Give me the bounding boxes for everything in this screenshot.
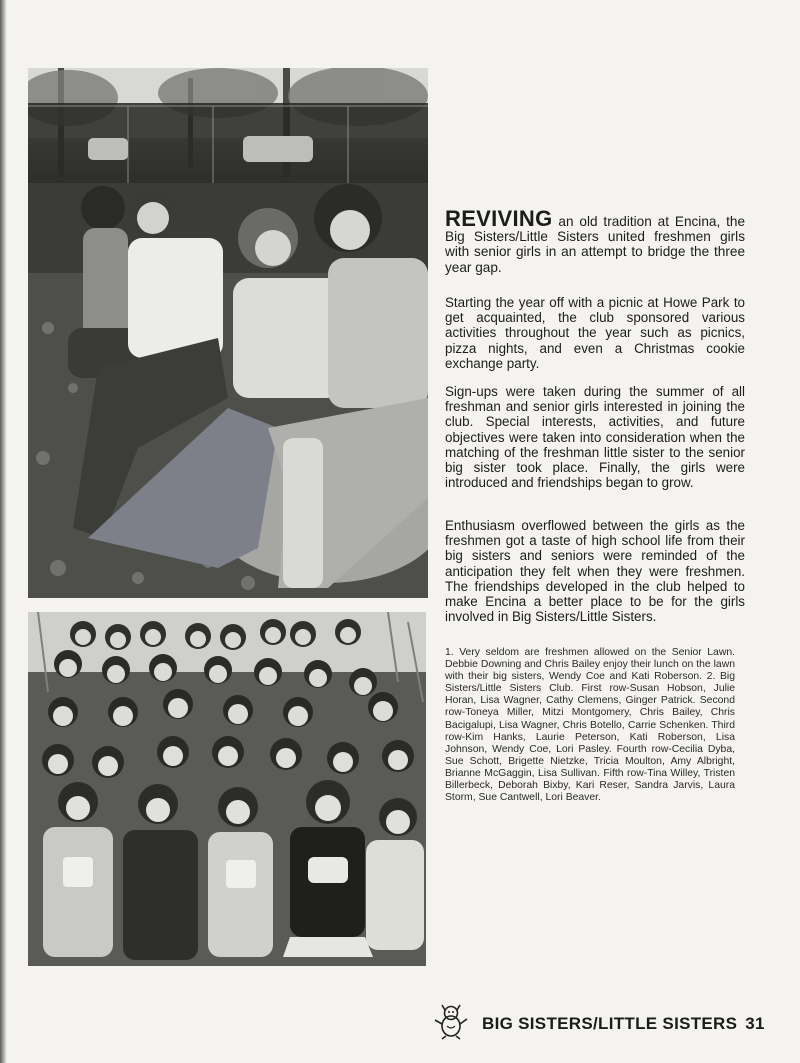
page-footer bbox=[432, 1002, 772, 1042]
page-number: 31 bbox=[745, 1014, 765, 1033]
photo-girls-on-lawn bbox=[28, 68, 428, 598]
lead-word: REVIVING bbox=[445, 206, 553, 231]
article-paragraph-3: Enthusiasm overflowed between the girls as the freshmen got a taste of high school life from their big sisters and seniors were reminded of the anticipation they felt when they were freshmen. The friendships developed in the club helped to make Encina a better place to be for the girls involved in Big Sisters/Little Sisters. bbox=[445, 518, 745, 625]
photo-caption: 1. Very seldom are freshmen allowed on the Senior Lawn. Debbie Downing and Chris Bailey enjoy their lunch on the lawn with their big sisters, Wendy Coe and Kati Roberson. 2. Big Sisters/Little Sisters Club. First row-Susan Hobson, Julie Horan, Lisa Wagner, Cathy Clemens, Ginger Patrick. Second row-Toneya Miller, Mitzi Montgomery, Chris Bailey, Chris Bacigalupi, Lisa Wagner, Chris Botello, Carrie Schenken. Third row-Kim Hanks, Laurie Peterson, Kati Roberson, Lisa Johnson, Wendy Coe, Lori Pasley. Fourth row-Cecilia Dyba, Sue Schott, Brigette Nietzke, Tricia Moulton, Amy Albright, Brianne McGaggin, Lisa Sullivan. Fifth row-Tina Willey, Tristen Billerbeck, Deborah Bixby, Kari Reser, Sandra Jarvis, Laura Storm, Sue Cantwell, Lori Beaver. bbox=[445, 647, 735, 804]
article-paragraph-1: Starting the year off with a picnic at Howe Park to get acquainted, the club sponsored various activities throughout the year such as picnics, pizza nights, and even a Christmas cookie exchange party. bbox=[445, 295, 745, 371]
page-spine-shadow bbox=[0, 0, 7, 1063]
article-lead-paragraph bbox=[445, 206, 745, 275]
section-title-line bbox=[482, 1014, 765, 1034]
photo-club-group-image bbox=[28, 612, 426, 966]
article-paragraph-2: Sign-ups were taken during the summer of all freshman and senior girls interested in joining the club. Special interests, activities, and future objectives were taken into consideration when the matching of the freshman little sister to the senior big sister took place. Finally, the girls were introduced and friendships began to grow. bbox=[445, 384, 745, 491]
section-title: BIG SISTERS/LITTLE SISTERS bbox=[482, 1014, 738, 1033]
photo-girls-on-lawn-image bbox=[28, 68, 428, 598]
photo-club-group bbox=[28, 612, 426, 966]
lead-text: an old tradition at Encina, the Big Sisters/Little Sisters united freshmen girls with senior girls in an attempt to bridge the three year gap. bbox=[445, 214, 745, 275]
mascot-icon bbox=[432, 1002, 470, 1040]
